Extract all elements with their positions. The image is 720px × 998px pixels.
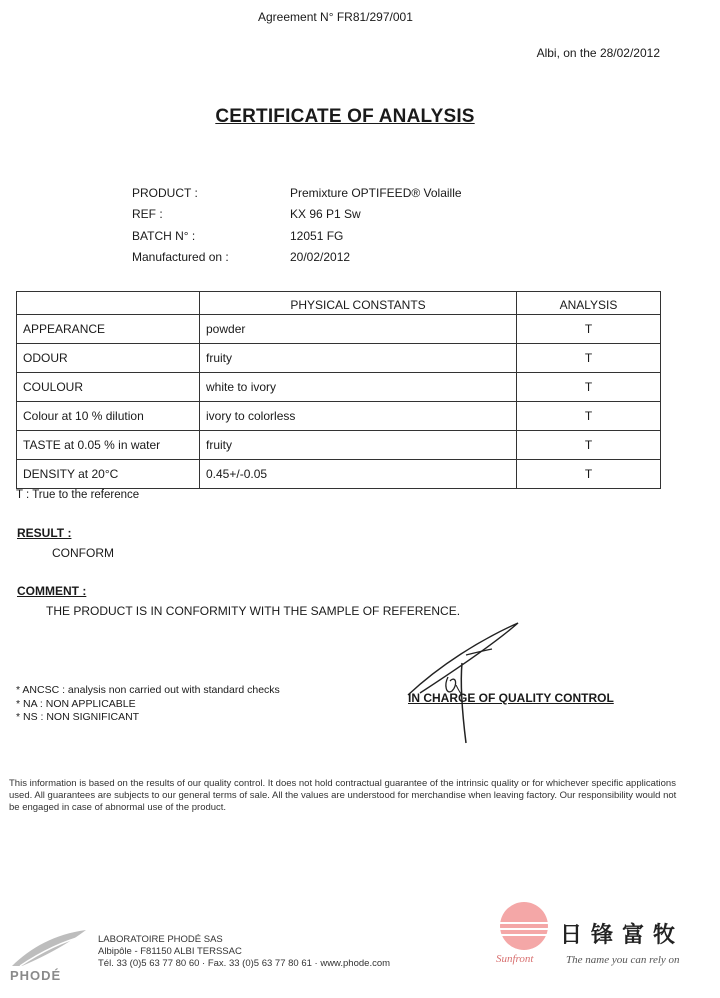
product-info bbox=[132, 182, 462, 268]
company-contact: Tél. 33 (0)5 63 77 80 60 · Fax. 33 (0)5 63 77 80 61 · www.phode.com bbox=[98, 958, 391, 969]
analysis-cell: T bbox=[517, 373, 661, 402]
physical-constants-table bbox=[16, 291, 661, 489]
result-heading: RESULT : bbox=[17, 526, 72, 540]
note-item: * ANCSC : analysis non carried out with standard checks bbox=[16, 684, 280, 696]
value-cell: powder bbox=[200, 315, 517, 344]
table-row bbox=[17, 402, 661, 431]
quality-control-label: IN CHARGE OF QUALITY CONTROL bbox=[408, 691, 614, 705]
phode-logo-text: PHODÉ bbox=[10, 968, 62, 983]
table-row bbox=[17, 315, 661, 344]
sunfront-name: Sunfront bbox=[496, 953, 534, 965]
table-legend: T : True to the reference bbox=[16, 489, 140, 501]
parameter-cell: ODOUR bbox=[17, 344, 200, 373]
parameter-cell: TASTE at 0.05 % in water bbox=[17, 431, 200, 460]
manufactured-label: Manufactured on : bbox=[132, 250, 229, 265]
signature-image bbox=[400, 615, 530, 750]
analysis-cell: T bbox=[517, 402, 661, 431]
parameter-cell: APPEARANCE bbox=[17, 315, 200, 344]
table-row bbox=[17, 460, 661, 489]
agreement-number: Agreement N° FR81/297/001 bbox=[258, 10, 413, 24]
value-cell: white to ivory bbox=[200, 373, 517, 402]
company-name: LABORATOIRE PHODÉ SAS bbox=[98, 934, 223, 945]
value-cell: fruity bbox=[200, 344, 517, 373]
product-value: Premixture OPTIFEED® Volaille bbox=[290, 185, 462, 200]
sunfront-logo-icon bbox=[496, 900, 552, 952]
disclaimer: This information is based on the results of our quality control. It does not hold contractual guarantee of the intrinsic quality or for whichever specific applications used. All guarantees are subjects to our general terms of sale. All the values are understood for merchandise when leaving factory. Our responsibility would not be engaged in case of abnormal use of the product. bbox=[9, 778, 677, 813]
sunfront-tagline: The name you can rely on bbox=[566, 954, 680, 966]
comment-value: THE PRODUCT IS IN CONFORMITY WITH THE SAMPLE OF REFERENCE. bbox=[46, 604, 461, 618]
analysis-cell: T bbox=[517, 460, 661, 489]
parameter-cell: COULOUR bbox=[17, 373, 200, 402]
document-title: CERTIFICATE OF ANALYSIS bbox=[215, 106, 475, 127]
company-street: Albipôle - F81150 ALBI TERSSAC bbox=[98, 946, 242, 957]
manufactured-value: 20/02/2012 bbox=[290, 250, 351, 265]
note-item: * NS : NON SIGNIFICANT bbox=[16, 711, 140, 723]
table-row bbox=[17, 431, 661, 460]
analysis-cell: T bbox=[517, 431, 661, 460]
ref-row bbox=[132, 204, 462, 226]
result-value: CONFORM bbox=[52, 546, 114, 560]
table-row bbox=[17, 344, 661, 373]
comment-heading: COMMENT : bbox=[17, 584, 87, 598]
company-address bbox=[98, 934, 390, 970]
product-row bbox=[132, 182, 462, 204]
value-cell: ivory to colorless bbox=[200, 402, 517, 431]
table-header-row bbox=[17, 292, 661, 315]
value-cell: 0.45+/-0.05 bbox=[200, 460, 517, 489]
parameter-cell: DENSITY at 20°C bbox=[17, 460, 200, 489]
analysis-cell: T bbox=[517, 344, 661, 373]
value-cell: fruity bbox=[200, 431, 517, 460]
note-item: * NA : NON APPLICABLE bbox=[16, 697, 136, 710]
header-analysis: ANALYSIS bbox=[517, 292, 661, 315]
sunfront-chinese-name: 日锋富牧 bbox=[560, 923, 685, 948]
batch-label: BATCH N° : bbox=[132, 228, 196, 243]
ref-value: KX 96 P1 Sw bbox=[290, 207, 361, 222]
batch-value: 12051 FG bbox=[290, 228, 344, 243]
manufactured-row bbox=[132, 247, 462, 269]
header-physical-constants: PHYSICAL CONSTANTS bbox=[200, 292, 517, 315]
analysis-cell: T bbox=[517, 315, 661, 344]
place-date: Albi, on the 28/02/2012 bbox=[536, 46, 660, 60]
batch-row bbox=[132, 225, 462, 247]
phode-logo-icon bbox=[10, 928, 90, 968]
ref-label: REF : bbox=[132, 207, 163, 222]
parameter-cell: Colour at 10 % dilution bbox=[17, 402, 200, 431]
header-parameter bbox=[17, 292, 200, 315]
notes-list bbox=[16, 684, 280, 725]
product-label: PRODUCT : bbox=[132, 185, 198, 200]
table-row bbox=[17, 373, 661, 402]
